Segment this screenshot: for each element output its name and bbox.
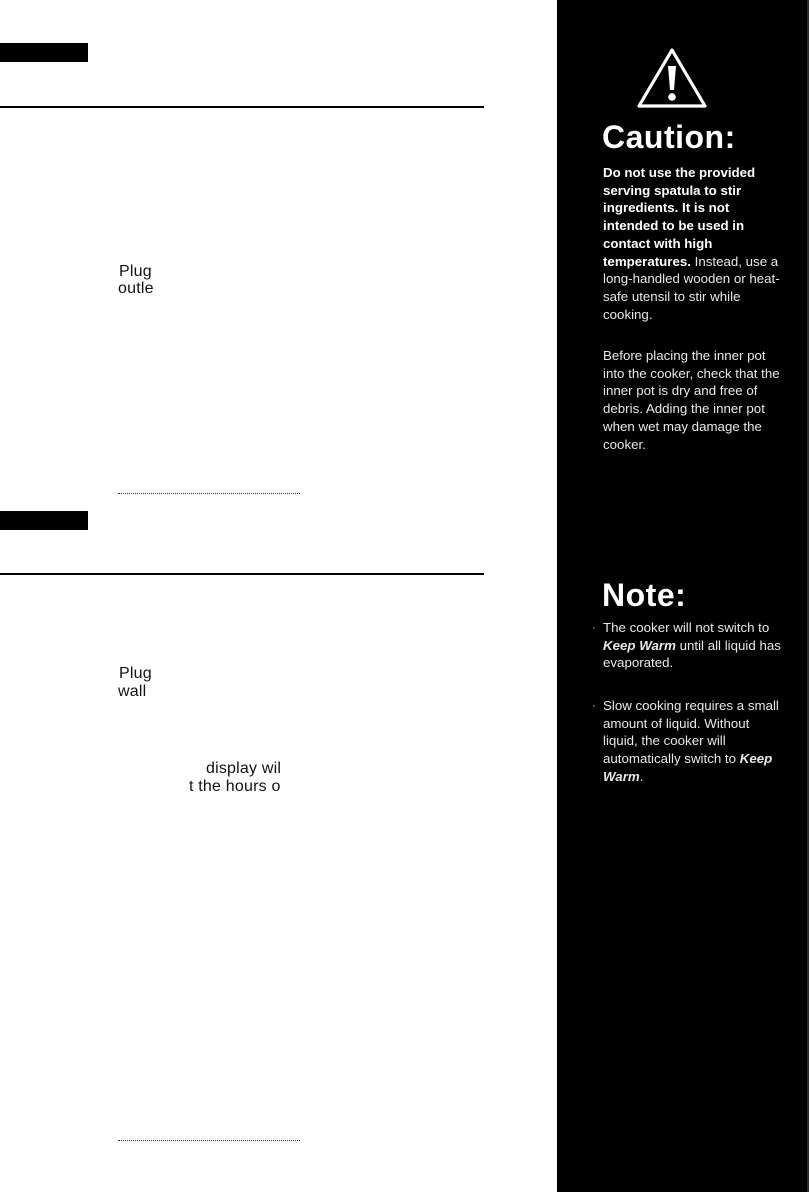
keep-warm-label-1: Keep Warm bbox=[603, 637, 676, 653]
step-fragment-plug-2: Plug bbox=[119, 665, 152, 682]
caution-paragraph-2: Before placing the inner pot into the cooker, check that the inner pot is dry and free of debris. Adding the inner pot when wet may damage the cooker. bbox=[603, 348, 780, 452]
dotted-divider-2 bbox=[118, 1140, 300, 1141]
note-1-text-b: until all liquid has evaporated. bbox=[603, 637, 781, 671]
step-fragment-wall: wall bbox=[118, 683, 147, 700]
note-2-text-b: . bbox=[639, 768, 644, 784]
dotted-divider-1 bbox=[118, 493, 300, 494]
step-fragment-outlet: outle bbox=[118, 280, 154, 297]
note-2-text-a: Slow cooking requires a small amount of liquid. Without liquid, the cooker will automatically switch to bbox=[603, 698, 779, 767]
caution-text bbox=[603, 164, 781, 323]
caution-title: Caution: bbox=[602, 119, 736, 155]
note-title: Note: bbox=[602, 577, 687, 613]
bullet-2-icon: · bbox=[592, 698, 596, 712]
caution-bold-text: Do not use the provided serving spatula to stir ingredients. It is not intended to be used in contact with high temperatures. bbox=[603, 165, 756, 269]
section-rule-2 bbox=[0, 573, 484, 575]
section-rule-1 bbox=[0, 106, 484, 108]
note-item-1 bbox=[603, 619, 781, 672]
caution-sidebar bbox=[557, 0, 809, 1192]
step-fragment-display: display wil bbox=[206, 760, 282, 777]
caution-rest-text: Instead, use a long-handled wooden or heat-safe utensil to stir while cooking. bbox=[603, 253, 780, 322]
warning-triangle-icon bbox=[635, 46, 709, 110]
note-item-2 bbox=[603, 697, 781, 786]
note-1-text-a: The cooker will not switch to bbox=[603, 620, 770, 635]
bullet-1-icon: · bbox=[592, 620, 596, 634]
keep-warm-label-2: Keep Warm bbox=[603, 751, 773, 784]
step-fragment-hours: t the hours o bbox=[189, 778, 281, 795]
section-tab-1 bbox=[0, 43, 88, 62]
section-tab-2 bbox=[0, 511, 88, 530]
step-fragment-plug: Plug bbox=[119, 263, 152, 280]
